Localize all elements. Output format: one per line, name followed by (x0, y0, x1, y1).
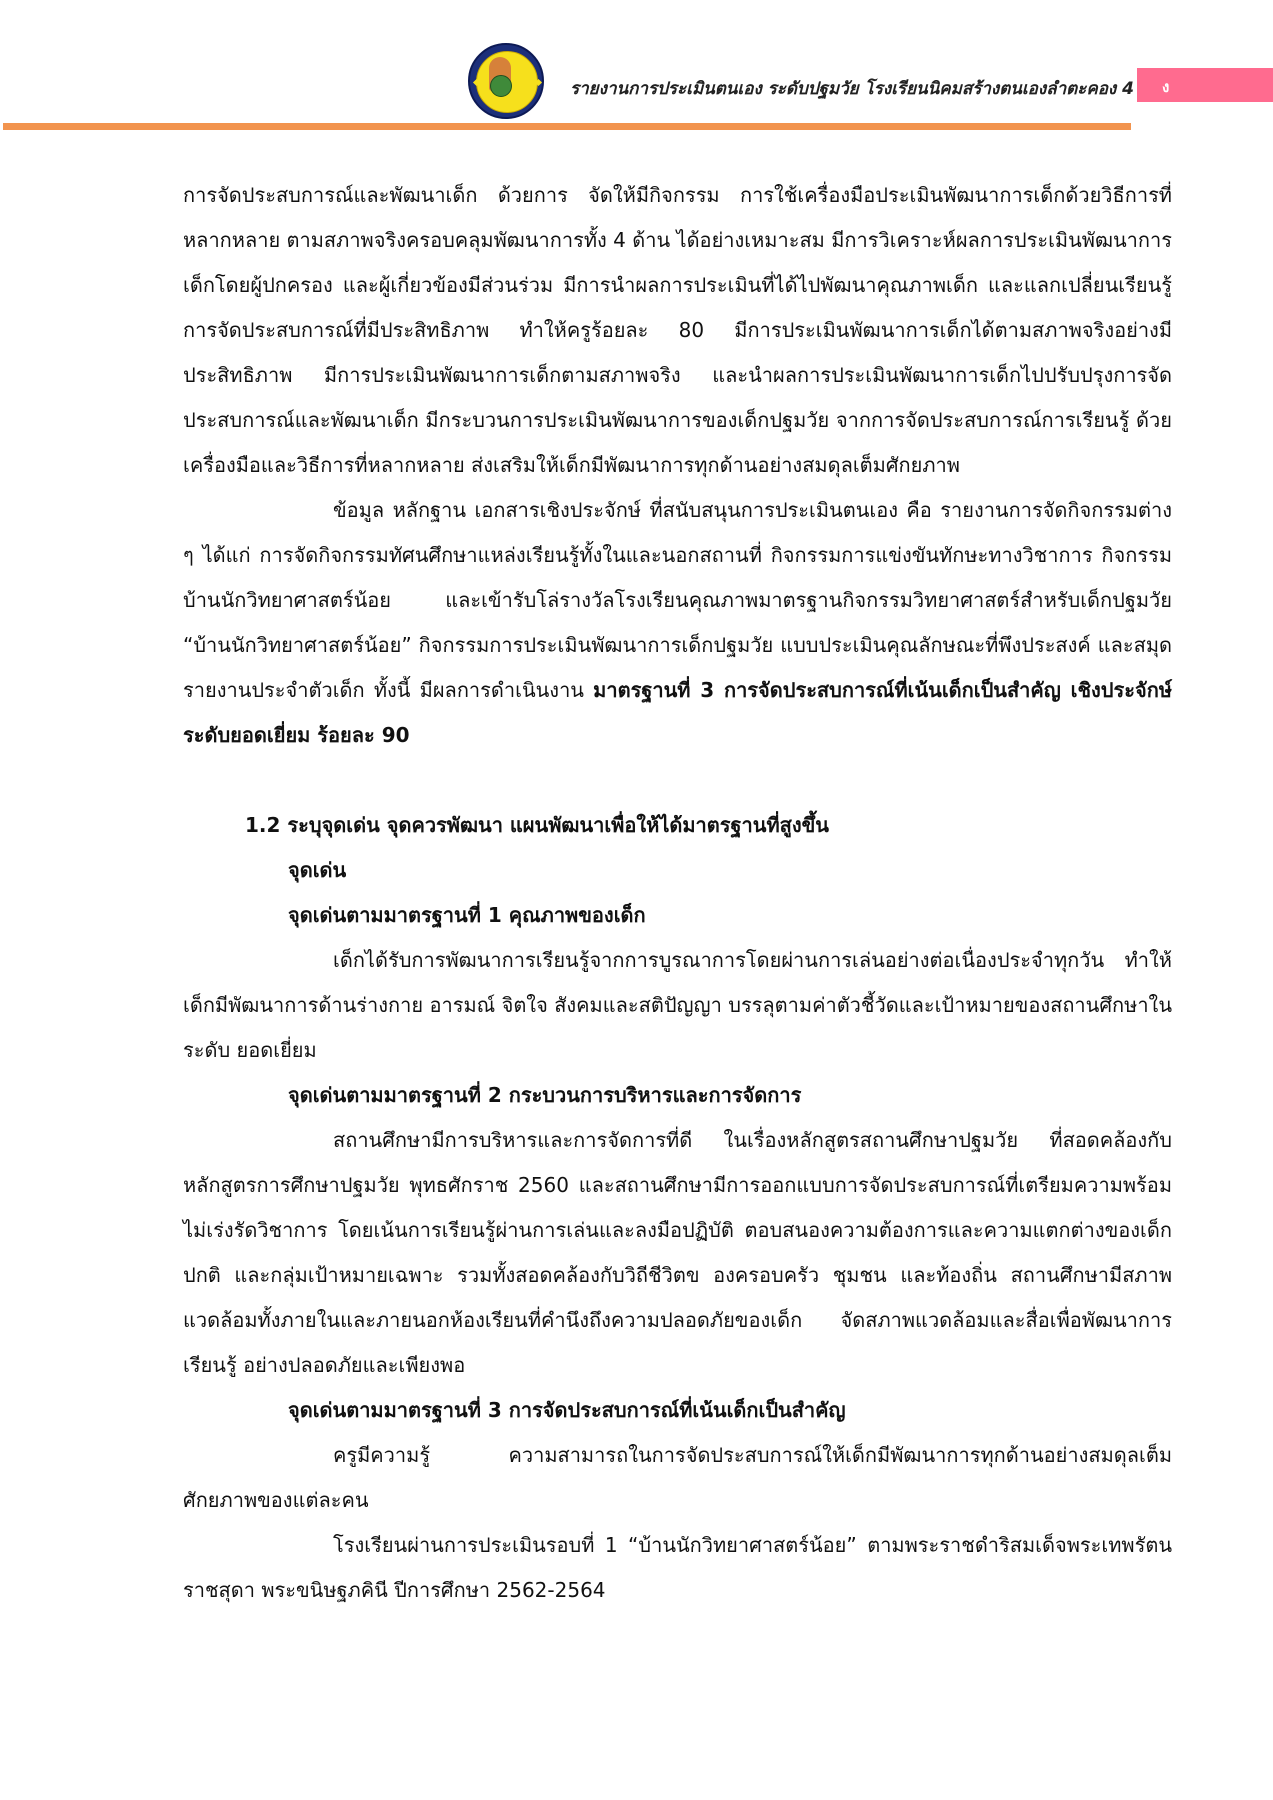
spacer (183, 758, 1172, 803)
section-heading: 1.2 ระบุจุดเด่น จุดควรพัฒนา แผนพัฒนาเพื่อให้ได้มาตรฐานที่สูงขึ้น (245, 813, 829, 837)
paragraph-assessment: การจัดประสบการณ์และพัฒนาเด็ก ด้วยการ จัดให้มีกิจกรรม การใช้เครื่องมือประเมินพัฒนาการเด็กด้วยวิธีการที่หลากหลาย ตามสภาพจริงครอบคลุมพัฒนาการทั้ง 4 ด้าน ได้อย่างเหมาะสม มีการวิเคราะห์ผลการประเมินพัฒนาการเด็กโดยผู้ปกครอง และผู้เกี่ยวข้องมีส่วนร่วม มีการนำผลการประเมินที่ได้ไปพัฒนาคุณภาพเด็ก และแลกเปลี่ยนเรียนรู้การจัดประสบการณ์ที่มีประสิทธิภาพ ทำให้ครูร้อยละ 80 มีการประเมินพัฒนาการเด็กได้ตามสภาพจริงอย่างมีประสิทธิภาพ มีการประเมินพัฒนาการเด็กตามสภาพจริง และนำผลการประเมินพัฒนาการเด็กไปปรับปรุงการจัดประสบการณ์และพัฒนาเด็ก มีกระบวนการประเมินพัฒนาการของเด็กปฐมวัย จากการจัดประสบการณ์การเรียนรู้ ด้วยเครื่องมือและวิธีการที่หลากหลาย ส่งเสริมให้เด็กมีพัฒนาการทุกด้านอย่างสมดุลเต็มศักยภาพ (183, 183, 1172, 477)
evidence-text: ข้อมูล หลักฐาน เอกสารเชิงประจักษ์ ที่สนับสนุนการประเมินตนเอง คือ รายงานการจัดกิจกรรมต่าง ๆ ได้แก่ การจัดกิจกรรมทัศนศึกษาแหล่งเรียนรู้ทั้งในและนอกสถานที่ กิจกรรมการแข่งขันทักษะทางวิชาการ กิจกรรมบ้านนักวิทยาศาสตร์น้อย และเข้ารับโล่รางวัลโรงเรียนคุณภาพมาตรฐานกิจกรรมวิทยาศาสตร์สำหรับเด็กปฐมวัย “บ้านนักวิทยาศาสตร์น้อย” กิจกรรมการประเมินพัฒนาการเด็กปฐมวัย แบบประเมินคุณลักษณะที่พึงประสงค์ และสมุดรายงานประจำตัวเด็ก ทั้งนี้ มีผลการดำเนินงาน (183, 498, 1172, 702)
standard2-heading: จุดเด่นตามมาตรฐานที่ 2 กระบวนการบริหารและการจัดการ (288, 1083, 802, 1107)
evidence-result: มาตรฐานที่ 3 การจัดประสบการณ์ที่เน้นเด็กเป็นสำคัญ เชิงประจักษ์ ระดับยอดเยี่ยม ร้อยละ 90 (183, 678, 1172, 747)
paragraph-evidence (183, 488, 1172, 758)
emblem-seal (490, 75, 512, 97)
standard1-text: เด็กได้รับการพัฒนาการเรียนรู้จากการบูรณาการโดยผ่านการเล่นอย่างต่อเนื่องประจำทุกวัน ทำให้เด็กมีพัฒนาการด้านร่างกาย อารมณ์ จิตใจ สังคมและสติปัญญา บรรลุตามค่าตัวชี้วัดและเป้าหมายของสถานศึกษาในระดับ ยอดเยี่ยม (183, 948, 1172, 1062)
report-title: รายงานการประเมินตนเอง ระดับปฐมวัย โรงเรียนนิคมสร้างตนเองลำตะคอง 4 (570, 79, 1134, 99)
standard1-heading: จุดเด่นตามมาตรฐานที่ 1 คุณภาพของเด็ก (288, 903, 646, 927)
standard2-text: สถานศึกษามีการบริหารและการจัดการที่ดี ในเรื่องหลักสูตรสถานศึกษาปฐมวัย ที่สอดคล้องกับหลักสูตรการศึกษาปฐมวัย พุทธศักราช 2560 และสถานศึกษามีการออกแบบการจัดประสบการณ์ที่เตรียมความพร้อม ไม่เร่งรัดวิชาการ โดยเน้นการเรียนรู้ผ่านการเล่นและลงมือปฏิบัติ ตอบสนองความต้องการและความแตกต่างของเด็กปกติ และกลุ่มเป้าหมายเฉพาะ รวมทั้งสอดคล้องกับวิถีชีวิตข องครอบครัว ชุมชน และท้องถิ่น สถานศึกษามีสภาพแวดล้อมทั้งภายในและภายนอกห้องเรียนที่คำนึงถึงความปลอดภัยของเด็ก จัดสภาพแวดล้อมและสื่อเพื่อพัฒนาการเรียนรู้ อย่างปลอดภัยและเพียงพอ (183, 1128, 1172, 1377)
document-body (183, 173, 1172, 1613)
standard3-text-1: ครูมีความรู้ ความสามารถในการจัดประสบการณ์ให้เด็กมีพัฒนาการทุกด้านอย่างสมดุลเต็มศักยภาพของแต่ละคน (183, 1443, 1172, 1512)
standard3-heading: จุดเด่นตามมาตรฐานที่ 3 การจัดประสบการณ์ที่เน้นเด็กเป็นสำคัญ (288, 1398, 846, 1422)
page-header (0, 0, 1273, 135)
header-divider (3, 123, 1131, 130)
standard3-text-2: โรงเรียนผ่านการประเมินรอบที่ 1 “บ้านนักวิทยาศาสตร์น้อย” ตามพระราชดำริสมเด็จพระเทพรัตนราชสุดา พระขนิษฐภคินี ปีการศึกษา 2562-2564 (183, 1533, 1172, 1602)
strengths-heading: จุดเด่น (288, 858, 347, 882)
school-emblem-icon (468, 43, 544, 119)
page-number-badge: ง (1137, 68, 1273, 102)
